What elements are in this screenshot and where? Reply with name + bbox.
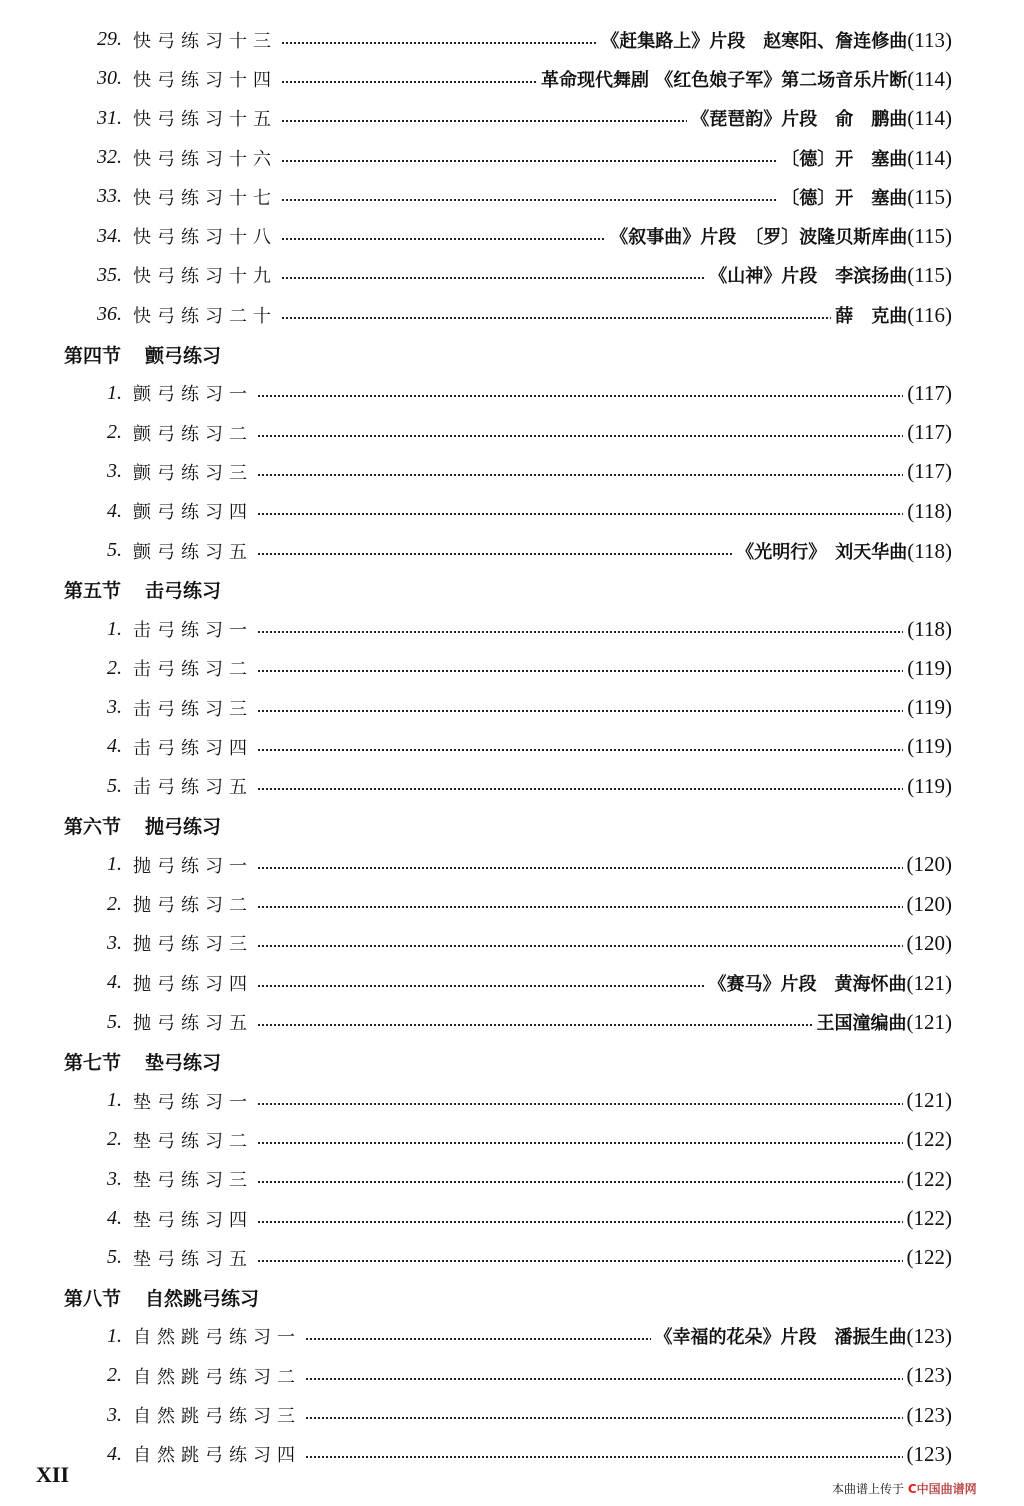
- entry-title: 击弓练习一: [133, 616, 257, 642]
- entry-title: 自然跳弓练习四: [133, 1441, 305, 1467]
- entry-title: 抛弓练习二: [133, 891, 257, 917]
- entry-page: (123): [906, 1402, 952, 1427]
- entry-source: [903, 1245, 953, 1270]
- entry-title: 颤弓练习四: [133, 498, 257, 524]
- toc-entry[interactable]: [0, 20, 1024, 59]
- entry-source: [903, 852, 953, 877]
- entry-note: 薛 克曲: [835, 305, 908, 327]
- entry-page: (117): [907, 420, 952, 445]
- toc-entry[interactable]: [0, 609, 1024, 648]
- entry-page: (123): [906, 1363, 952, 1388]
- dot-leader: [250, 1456, 952, 1458]
- entry-title: 自然跳弓练习一: [133, 1323, 305, 1349]
- entry-page: (117): [907, 380, 952, 405]
- entry-page: (114): [907, 106, 952, 131]
- entry-source: [903, 1167, 953, 1192]
- entry-page: (121): [906, 1010, 952, 1035]
- toc-entry[interactable]: [0, 1160, 1024, 1199]
- entry-title: 击弓练习五: [133, 773, 257, 799]
- section-heading: [0, 1042, 1024, 1081]
- entry-number: 4.: [107, 499, 122, 522]
- section-name: 击弓练习: [145, 580, 222, 603]
- dot-leader: [250, 710, 952, 712]
- section-number: 第七节: [64, 1051, 122, 1074]
- section-heading: [0, 1278, 1024, 1317]
- entry-title: 自然跳弓练习二: [133, 1363, 305, 1389]
- entry-note: 王国潼编曲: [816, 1013, 907, 1035]
- dot-leader: [250, 1181, 952, 1183]
- entry-note: 《赛马》片段 黄海怀曲: [708, 973, 907, 995]
- entry-number: 5.: [107, 774, 122, 797]
- dot-leader: [250, 867, 952, 869]
- entry-title: 垫弓练习一: [133, 1088, 257, 1114]
- entry-page: (118): [907, 538, 952, 563]
- entry-number: 3.: [107, 460, 122, 483]
- dot-leader: [250, 1142, 952, 1144]
- toc-entry[interactable]: [0, 963, 1024, 1002]
- entry-title: 抛弓练习一: [133, 852, 257, 878]
- entry-number: 31.: [97, 106, 122, 129]
- entry-source: [537, 66, 952, 92]
- entry-title: 击弓练习三: [133, 695, 257, 721]
- dot-leader: [250, 1260, 952, 1262]
- entry-title: 垫弓练习五: [133, 1245, 257, 1271]
- section-title: [64, 812, 221, 839]
- entry-number: 1.: [107, 381, 122, 404]
- entry-title: 击弓练习四: [133, 734, 257, 760]
- entry-number: 5.: [107, 539, 122, 561]
- entry-page: (123): [906, 1324, 952, 1349]
- entry-number: 29.: [97, 28, 122, 51]
- section-title: [64, 341, 221, 368]
- page-number: XII: [36, 1462, 70, 1487]
- entry-number: 2.: [107, 1128, 122, 1151]
- toc-entry[interactable]: [0, 452, 1024, 491]
- entry-title: 垫弓练习三: [133, 1166, 257, 1192]
- entry-number: 3.: [107, 1403, 122, 1426]
- toc-entry[interactable]: [0, 1238, 1024, 1277]
- entry-title: 快弓练习十三: [133, 27, 281, 53]
- entry-title: 颤弓练习二: [133, 420, 257, 446]
- entry-source: [903, 381, 952, 406]
- entry-page: (122): [906, 1245, 952, 1270]
- dot-leader: [250, 1417, 952, 1419]
- entry-number: 2.: [107, 656, 122, 679]
- dot-leader: [250, 1103, 952, 1105]
- entry-source: [903, 1206, 953, 1231]
- section-title: [64, 1048, 221, 1075]
- toc-entry[interactable]: [0, 138, 1024, 177]
- entry-number: 3.: [107, 931, 122, 954]
- toc-entry[interactable]: [0, 216, 1024, 255]
- entry-number: 1.: [107, 1089, 122, 1112]
- entry-page: (120): [906, 852, 952, 877]
- section-heading: [0, 806, 1024, 845]
- entry-number: 2.: [107, 421, 122, 444]
- entry-title: 快弓练习十九: [133, 262, 281, 288]
- entry-title: 快弓练习十八: [133, 223, 281, 249]
- toc-entry[interactable]: [0, 1120, 1024, 1159]
- toc-entry[interactable]: [0, 413, 1024, 452]
- entry-page: (119): [907, 773, 952, 798]
- dot-leader: [250, 474, 952, 476]
- entry-source: [597, 27, 952, 53]
- entry-page: (114): [907, 145, 952, 170]
- toc-entry[interactable]: [0, 1002, 1024, 1041]
- entry-number: 1.: [107, 1324, 122, 1347]
- entry-source: [831, 302, 952, 328]
- entry-page: (120): [906, 891, 952, 916]
- dot-leader: [250, 749, 952, 751]
- toc-entry[interactable]: [0, 1395, 1024, 1434]
- entry-page: (118): [907, 498, 952, 523]
- toc-entry[interactable]: [0, 688, 1024, 727]
- section-number: 第四节: [64, 344, 122, 367]
- entry-source: [903, 1403, 953, 1428]
- entry-page: (119): [907, 695, 952, 720]
- entry-note: 《山神》片段 李滨扬曲: [709, 266, 908, 288]
- entry-title: 抛弓练习三: [133, 930, 257, 956]
- entry-page: (115): [907, 263, 952, 288]
- entry-number: 3.: [107, 1167, 122, 1190]
- entry-title: 击弓练习二: [133, 655, 257, 681]
- entry-source: [903, 892, 953, 917]
- entry-page: (119): [907, 655, 952, 680]
- toc-entry[interactable]: [0, 59, 1024, 98]
- entry-number: 33.: [97, 185, 122, 208]
- entry-source: [903, 774, 952, 799]
- entry-title: 垫弓练习四: [133, 1206, 257, 1232]
- entry-number: 1.: [107, 617, 122, 640]
- entry-source: [732, 538, 952, 564]
- section-title: [64, 576, 221, 603]
- entry-number: 4.: [107, 1207, 122, 1230]
- watermark: [832, 1480, 977, 1497]
- dot-leader: [250, 513, 952, 515]
- entry-note: 〔德〕开 塞曲: [781, 148, 908, 170]
- entry-source: [606, 223, 952, 249]
- entry-title: 快弓练习十六: [133, 145, 281, 171]
- entry-source: [651, 1323, 953, 1349]
- entry-title: 快弓练习十五: [133, 105, 281, 131]
- dot-leader: [250, 1221, 952, 1223]
- entry-source: [903, 617, 952, 642]
- entry-page: (115): [907, 184, 952, 209]
- toc-entry[interactable]: [0, 1081, 1024, 1120]
- entry-source: [705, 970, 953, 996]
- entry-page: (121): [906, 970, 952, 995]
- toc-entry[interactable]: [0, 1356, 1024, 1395]
- entry-number: 1.: [107, 853, 122, 876]
- dot-leader: [250, 670, 952, 672]
- entry-page: (122): [906, 1166, 952, 1191]
- entry-source: [903, 656, 952, 681]
- entry-page: (116): [907, 302, 952, 327]
- section-heading: [0, 570, 1024, 609]
- toc-entry[interactable]: [0, 492, 1024, 531]
- entry-page: (117): [907, 459, 952, 484]
- toc-entry[interactable]: [0, 256, 1024, 295]
- entry-number: 35.: [97, 263, 122, 286]
- entry-title: 颤弓练习三: [133, 459, 257, 485]
- toc-entry[interactable]: [0, 649, 1024, 688]
- entry-source: [903, 931, 953, 956]
- section-title: [64, 1284, 259, 1311]
- entry-note: 《光明行》 刘天华曲: [736, 541, 908, 563]
- toc-entry[interactable]: [0, 767, 1024, 806]
- toc-entry[interactable]: [0, 1317, 1024, 1356]
- dot-leader: [250, 788, 952, 790]
- entry-number: 2.: [107, 892, 122, 915]
- entry-number: 30.: [97, 67, 122, 90]
- entry-note: 《幸福的花朵》片段 潘振生曲: [654, 1327, 907, 1349]
- entry-title: 快弓练习十四: [133, 66, 281, 92]
- toc-entry[interactable]: [0, 177, 1024, 216]
- entry-page: (122): [906, 1206, 952, 1231]
- entry-title: 抛弓练习五: [133, 1009, 257, 1035]
- toc-entry[interactable]: [0, 845, 1024, 884]
- section-name: 自然跳弓练习: [145, 1287, 260, 1310]
- entry-number: 5.: [107, 1010, 122, 1033]
- toc-entry[interactable]: [0, 374, 1024, 413]
- entry-number: 32.: [97, 146, 122, 169]
- entry-title: 垫弓练习二: [133, 1127, 257, 1153]
- entry-source: [687, 105, 952, 131]
- dot-leader: [250, 906, 952, 908]
- entry-number: 4.: [107, 1442, 122, 1465]
- entry-title: 抛弓练习四: [133, 970, 257, 996]
- entry-title: 自然跳弓练习三: [133, 1402, 305, 1428]
- dot-leader: [250, 631, 952, 633]
- watermark-site: 中国曲谱网: [916, 1482, 977, 1496]
- table-of-contents: [0, 20, 1024, 1474]
- entry-source: [705, 262, 952, 288]
- entry-page: (123): [906, 1441, 952, 1466]
- site-logo-icon: C: [907, 1482, 917, 1496]
- entry-page: (113): [907, 27, 952, 52]
- entry-page: (122): [906, 1127, 952, 1152]
- toc-entry[interactable]: [0, 885, 1024, 924]
- watermark-text: 本曲谱上传于: [832, 1482, 905, 1496]
- dot-leader: [250, 395, 952, 397]
- entry-note: 《叙事曲》片段 〔罗〕波隆贝斯库曲: [610, 227, 908, 249]
- section-name: 垫弓练习: [145, 1051, 222, 1074]
- toc-entry[interactable]: [0, 727, 1024, 766]
- entry-source: [813, 1009, 953, 1035]
- entry-number: 4.: [107, 971, 122, 994]
- entry-source: [903, 1127, 953, 1152]
- entry-number: 3.: [107, 696, 122, 719]
- entry-source: [903, 734, 952, 759]
- toc-entry[interactable]: [0, 295, 1024, 334]
- entry-source: [903, 459, 952, 484]
- entry-title: 颤弓练习一: [133, 380, 257, 406]
- toc-entry[interactable]: [0, 924, 1024, 963]
- entry-note: 〔德〕开 塞曲: [781, 187, 908, 209]
- entry-number: 2.: [107, 1364, 122, 1387]
- dot-leader: [250, 435, 952, 437]
- section-heading: [0, 334, 1024, 373]
- toc-entry[interactable]: [0, 99, 1024, 138]
- dot-leader: [250, 1378, 952, 1380]
- section-number: 第八节: [64, 1287, 122, 1310]
- entry-source: [903, 420, 952, 445]
- entry-page: (115): [907, 224, 952, 249]
- section-number: 第六节: [64, 816, 122, 839]
- entry-page: (121): [906, 1088, 952, 1113]
- entry-number: 36.: [97, 303, 122, 326]
- toc-entry[interactable]: [0, 1435, 1024, 1474]
- entry-title: 颤弓练习五: [133, 538, 257, 564]
- entry-number: 34.: [97, 224, 122, 247]
- entry-page: (119): [907, 734, 952, 759]
- entry-source: [903, 1442, 953, 1467]
- entry-page: (120): [906, 930, 952, 955]
- entry-source: [777, 184, 952, 210]
- entry-note: 《赶集路上》片段 赵寒阳、詹连修曲: [601, 30, 908, 52]
- entry-title: 快弓练习十七: [133, 184, 281, 210]
- entry-title: 快弓练习二十: [133, 302, 281, 328]
- entry-page: (114): [907, 66, 952, 91]
- entry-source: [903, 695, 952, 720]
- section-number: 第五节: [64, 580, 122, 603]
- entry-number: 5.: [107, 1246, 122, 1269]
- entry-note: 革命现代舞剧 《红色娘子军》第二场音乐片断: [541, 69, 908, 91]
- entry-source: [903, 1363, 953, 1388]
- entry-number: 4.: [107, 735, 122, 758]
- entry-page: (118): [907, 616, 952, 641]
- toc-entry[interactable]: [0, 1199, 1024, 1238]
- entry-source: [777, 145, 952, 171]
- entry-source: [903, 1088, 953, 1113]
- entry-source: [903, 499, 952, 524]
- entry-note: 《琵琶韵》片段 俞 鹏曲: [691, 109, 908, 131]
- toc-entry[interactable]: [0, 531, 1024, 570]
- section-name: 颤弓练习: [145, 344, 222, 367]
- section-name: 抛弓练习: [145, 816, 222, 839]
- dot-leader: [250, 945, 952, 947]
